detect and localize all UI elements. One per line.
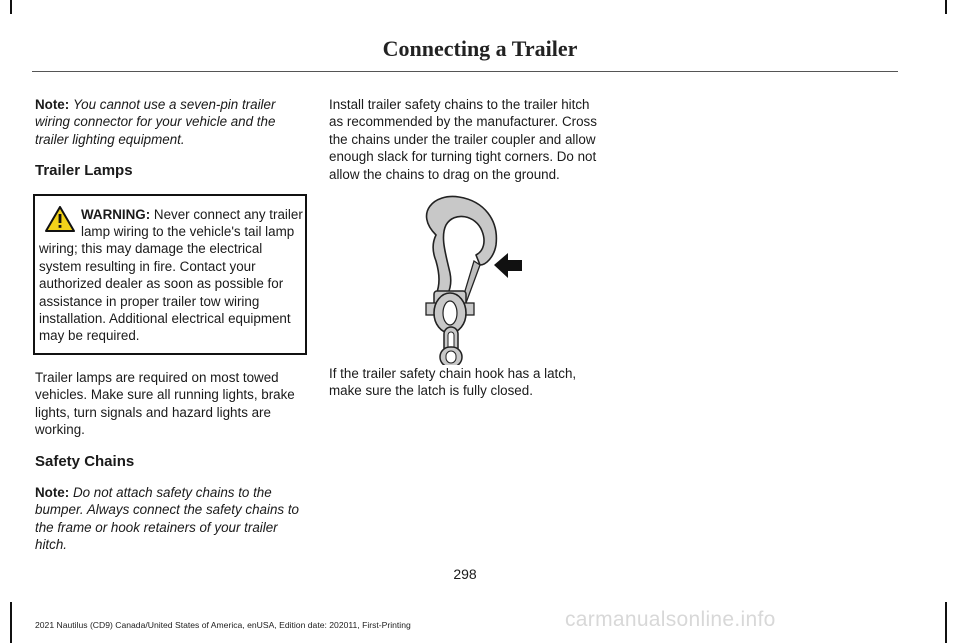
- middle-column: [329, 96, 604, 412]
- crop-mark: [10, 0, 12, 14]
- chain-hook-illustration: [384, 195, 554, 365]
- page-number: 298: [453, 566, 477, 582]
- note-text: You cannot use a seven-pin trailer wiring connector for your vehicle and the trailer lighting equipment.: [35, 97, 276, 147]
- crop-mark: [945, 602, 947, 643]
- note-label: Note:: [35, 484, 70, 500]
- crop-mark: [10, 602, 12, 643]
- crop-mark: [945, 0, 947, 14]
- note-text: Do not attach safety chains to the bumper. Always connect the safety chains to the frame or hook retainers of your trailer hitch.: [35, 484, 299, 553]
- page-title: Connecting a Trailer: [382, 36, 578, 61]
- warning-text: Never connect any trailer lamp wiring to the vehicle's tail lamp wiring; this may damage the electrical system resulting in fire. Contact your authorized dealer as soon as possible for assistance in proper trailer tow wiring installation. Additional electrical equipment may be required.: [39, 206, 303, 344]
- warning-label: WARNING:: [81, 206, 151, 222]
- warning-box: [33, 194, 307, 355]
- note-safety-chains: [35, 484, 305, 554]
- lamps-paragraph: Trailer lamps are required on most towed vehicles. Make sure all running lights, brake lights, turn signals and hazard lights are working.: [35, 369, 295, 438]
- chain-hook-figure: [329, 195, 604, 365]
- left-column: [35, 96, 305, 566]
- pointer-arrow-icon: [494, 253, 522, 278]
- heading-safety-chains: Safety Chains: [35, 452, 135, 470]
- heading-trailer-lamps: Trailer Lamps: [35, 162, 133, 180]
- latch-paragraph: If the trailer safety chain hook has a latch, make sure the latch is fully closed.: [329, 366, 577, 399]
- header-divider: [32, 71, 898, 72]
- watermark: carmanualsonline.info: [565, 608, 776, 631]
- note-trailer-connector: [35, 96, 305, 148]
- warning-triangle-icon: [45, 206, 75, 236]
- chains-paragraph: Install trailer safety chains to the trailer hitch as recommended by the manufacturer. Cross the chains under the trailer coupler and allow enough slack for turning tight corners. Do not allow the chains to drag on the ground.: [329, 97, 597, 182]
- footer-edition: 2021 Nautilus (CD9) Canada/United States of America, enUSA, Edition date: 202011, First-Printing: [35, 620, 411, 630]
- note-label: Note:: [35, 97, 70, 112]
